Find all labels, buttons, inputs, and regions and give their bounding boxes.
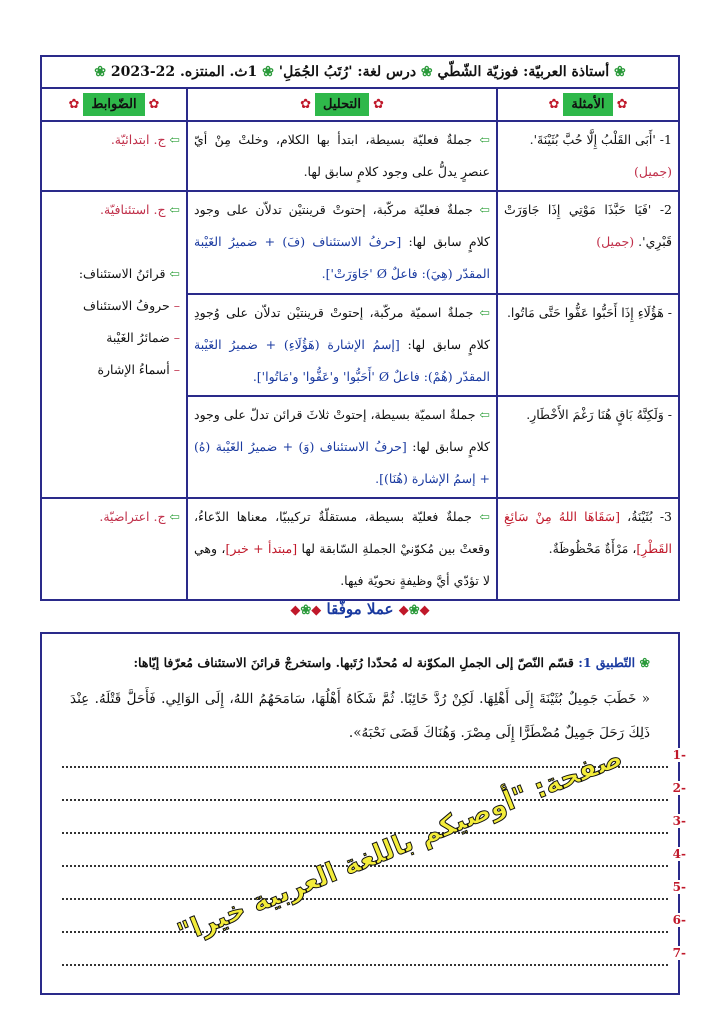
flower-icon: ✿ (548, 97, 560, 112)
analysis-detail: [حرفُ الاستئناف (فَ) + ضميرُ الغَيْبة المقدّر (هِيَ): فاعلٌ Ø 'جَاوَرَتْ']. (194, 234, 490, 281)
closing-wish (0, 600, 720, 618)
example-cell (497, 396, 679, 498)
exercise-text: « خَطَبَ جَمِيلٌ بُثَيْنَةَ إِلَى أَهْلِهَا. لَكِنْ رُدَّ خَائِبًا. ثُمَّ شَكَاهُ أَهْلُهَا، سَامَحَهُمُ اللهُ، إِلَى الوَالِي. فَأَحَلَّ قَتْلَهُ. عِنْدَ ذَلِكَ رَحَلَ جَمِيلٌ مُضْطَرًّا إِلَى مِصْرَ. وَهُنَاكَ قَضَى نَحْبَهُ». (70, 691, 650, 741)
flower-icon: ◆❀◆ (290, 603, 322, 618)
instruction-text: قسّم النّصّ إلى الجملِ المكوّنة له مُحدّدا رُتَبها. واستخرجْ قرائنَ الاستئناف مُعرّفا إيّاها: (133, 655, 574, 670)
rule-text: ج. اعتراضيّة. (99, 509, 166, 524)
example-cell (497, 121, 679, 191)
analysis-text: جملةٌ فعليّة بسيطة، مستقلّةٌ تركيبيّا، معناها الدّعاءُ، وقعتْ بين مُكوّنيْ الجملةِ السّابقة لها (194, 509, 490, 556)
flower-icon: ✿ (148, 97, 160, 112)
flower-icon: ❀ (614, 64, 626, 80)
analysis-text: ، وهي لا تؤدّي أيَّ وظيفةٍ نحويّة فيها. (194, 541, 490, 588)
col-rules (41, 88, 187, 121)
rule-cell (41, 121, 187, 191)
line-number: -4 (672, 847, 686, 861)
flower-icon: ✿ (300, 97, 312, 112)
analysis-text: جملةٌ فعليّة بسيطة، ابتدأ بها الكلام، وخلتْ مِنْ أيّ عنصرٍ يدلُّ على وجود كلامٍ سابق لها. (194, 132, 490, 179)
table-row (41, 191, 679, 294)
class-level: 1ث. المنتزه. 22-2023 (110, 64, 258, 80)
arrow-icon: ⇦ (479, 407, 490, 422)
example-text: ، مَرْأَةٌ مَحْظُوظَةٌ. (548, 541, 637, 556)
author: (جميل) (596, 234, 635, 249)
answer-line[interactable] (62, 880, 686, 900)
flower-icon: ❀ (94, 64, 106, 80)
analysis-cell (187, 396, 497, 498)
example-text: 3- بُثَيْنَةُ، (627, 509, 672, 524)
exercise-instruction (70, 655, 650, 670)
header-row (41, 56, 679, 88)
rule-text: ج. ابتدائيّة. (110, 132, 166, 147)
example-cell (497, 191, 679, 294)
analysis-detail: [مبتدأ + خبر] (225, 541, 298, 556)
example-cell (497, 498, 679, 600)
analysis-cell (187, 498, 497, 600)
answer-line[interactable] (62, 946, 686, 966)
closing-text: عملا موفّقا (326, 600, 394, 618)
rule-item: حروفُ الاستئناف (83, 298, 170, 313)
analysis-text: جملةٌ فعليّة مركّبة، إحتوتْ قرينتيْن تدلاّن على وجود كلامٍ سابق لها: (194, 202, 490, 249)
lesson-table (40, 55, 680, 601)
analysis-detail: [حرفُ الاستئناف (وَ) + ضميرُ الغَيْبة (هُ) + إسمُ الإشارة (هُنَا)]. (194, 439, 490, 486)
col-rules-label: الضّوابط (83, 93, 144, 116)
analysis-detail: [إسمُ الإشارة (هَؤُلَاءِ) + ضميرُ الغَيْبة المقدّر (هُمْ): فاعلٌ Ø 'أَحَبُّوا' و'عَفُّوا' و'مَاتُوا']. (194, 337, 490, 384)
answer-line[interactable] (62, 913, 686, 933)
analysis-cell (187, 121, 497, 191)
flower-icon: ✿ (372, 97, 384, 112)
example-text: - وَلَكِنَّهُ بَاقٍ هُنَا رَغْمَ الأَخْطَارِ. (526, 407, 672, 422)
analysis-cell (187, 191, 497, 294)
exercise-label: التّطبيق 1: (578, 655, 636, 670)
col-examples-label: الأمثلة (563, 93, 612, 116)
lesson-title: درس لغة: 'رُتَبُ الجُمَلِ' (278, 64, 417, 80)
example-text: - هَؤُلَاءِ إِذَا أَحَبُّوا عَفُّوا حَتَّى مَاتُوا. (506, 305, 672, 320)
example-parenthetical: [سَقَاهَا اللهُ مِنْ سَائِغِ القَطْرِ] (504, 509, 672, 556)
arrow-icon: ⇦ (169, 266, 180, 281)
line-number: -6 (672, 913, 686, 927)
flower-icon: ❀ (639, 655, 650, 670)
table-row (41, 498, 679, 600)
line-number: -1 (672, 748, 686, 762)
example-text: 1- 'أَبَى القَلْبُ إِلَّا حُبَّ بُثَيْنَةَ'. (529, 132, 672, 147)
col-analysis (187, 88, 497, 121)
rule-item: ضمائرُ الغَيْبة (106, 330, 170, 345)
arrow-icon: ⇦ (169, 202, 180, 217)
line-number: -3 (672, 814, 686, 828)
arrow-icon: ⇦ (479, 509, 491, 524)
arrow-icon: ⇦ (479, 202, 490, 217)
line-number: -2 (672, 781, 686, 795)
rule-cell (41, 498, 187, 600)
flower-icon: ◆❀◆ (398, 603, 430, 618)
line-number: -5 (672, 880, 686, 894)
watermark: صفحة: "أوصيكم باللغة العربية خيرا" (173, 741, 627, 950)
example-text: 2- 'فَيَا حَبَّذَا مَوْتِي إِذَا جَاوَرَتْ قَبْرِي'. (504, 202, 672, 249)
arrow-icon: ⇦ (479, 132, 490, 147)
line-number: -7 (672, 946, 686, 960)
analysis-text: جملةٌ اسميّة بسيطة، إحتوتْ ثلاثَ قرائن تدلّ على وجود كلامٍ سابق لها: (194, 407, 491, 454)
flower-icon: ❀ (420, 64, 433, 80)
col-examples (497, 88, 679, 121)
rules-cell: ⇦ ج. استئنافيّة. ⇦ قرائنُ الاستئناف: – حروفُ الاستئناف – ضمائرُ الغَيْبة – أسماءُ الإشارة (41, 191, 187, 498)
arrow-icon: ⇦ (479, 305, 490, 320)
example-cell (497, 294, 679, 396)
col-analysis-label: التحليل (315, 93, 369, 116)
flower-icon: ❀ (262, 64, 274, 80)
flower-icon: ✿ (616, 97, 628, 112)
analysis-text: جملةٌ اسميّة مركّبة، إحتوتْ قرينتيْن تدلاّن على وُجودِ كلامٍ سابق لها: (194, 305, 490, 352)
teacher-name: أستاذة العربيّة: فوزيّة الشّطّي (437, 64, 610, 80)
analysis-cell (187, 294, 497, 396)
rule-text: ج. استئنافيّة. (100, 202, 166, 217)
author: (جميل) (634, 164, 672, 179)
table-row (41, 121, 679, 191)
answer-line[interactable] (62, 814, 686, 834)
rule-heading: قرائنُ الاستئناف: (78, 266, 166, 281)
flower-icon: ✿ (68, 97, 80, 112)
arrow-icon: ⇦ (169, 132, 180, 147)
arrow-icon: ⇦ (169, 509, 180, 524)
rule-item: أسماءُ الإشارة (97, 362, 170, 377)
